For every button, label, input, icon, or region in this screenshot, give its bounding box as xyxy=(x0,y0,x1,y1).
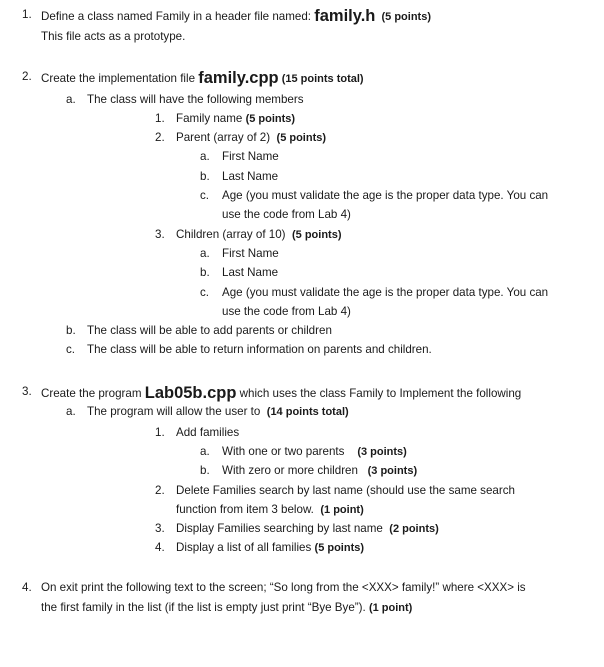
list-marker: 3. xyxy=(22,385,32,398)
points-label: (3 points) xyxy=(357,446,407,458)
list-marker: 2. xyxy=(155,484,165,497)
points-label: (5 points) xyxy=(314,542,365,554)
list-item-text xyxy=(41,69,364,87)
text-segment: Create the program xyxy=(41,387,145,400)
text-segment: Create the implementation file xyxy=(41,72,199,85)
list-marker: c. xyxy=(66,343,76,356)
list-marker: 1. xyxy=(155,426,165,439)
text-segment: which uses the class Family to Implement the following xyxy=(236,387,522,400)
list-item-text xyxy=(222,188,548,204)
list-item-text xyxy=(176,502,364,518)
list-marker: a. xyxy=(66,405,76,418)
list-marker: 3. xyxy=(155,228,165,241)
list-item-text xyxy=(176,521,439,537)
list-item-text xyxy=(222,304,351,320)
points-label: (14 points total) xyxy=(266,406,349,418)
text-segment: Delete Families search by last name (should use the same search xyxy=(176,484,515,497)
list-item-text xyxy=(41,7,431,25)
list-item-text xyxy=(176,425,239,441)
text-segment: the first family in the list (if the list is empty just print “Bye Bye”). xyxy=(41,601,369,614)
list-item-text xyxy=(222,246,279,262)
points-label: (3 points) xyxy=(367,465,418,477)
text-segment: Add families xyxy=(176,426,240,439)
text-segment: The program will allow the user to xyxy=(87,405,267,418)
text-segment: Children (array of 10) xyxy=(176,228,292,241)
list-marker: b. xyxy=(200,266,210,279)
points-label: (5 points) xyxy=(291,229,342,241)
text-segment: The class will be able to add parents or children xyxy=(87,324,332,337)
text-segment: function from item 3 below. xyxy=(176,503,321,516)
points-label: (5 points) xyxy=(245,113,296,125)
text-segment: use the code from Lab 4) xyxy=(222,305,351,318)
text-segment: Age (you must validate the age is the proper data type. You can xyxy=(222,189,549,202)
text-segment: First Name xyxy=(222,247,279,260)
text-segment: Display Families searching by last name xyxy=(176,522,390,535)
points-label: (1 point) xyxy=(368,602,413,614)
points-label: (5 points) xyxy=(375,11,431,23)
text-segment: First Name xyxy=(222,150,279,163)
list-marker: 2. xyxy=(155,131,165,144)
filename: family.h xyxy=(314,7,376,25)
list-item-text xyxy=(87,404,349,420)
list-item-text xyxy=(176,111,295,127)
text-segment: The class will be able to return information on parents and children. xyxy=(87,343,432,356)
text-segment: Display a list of all families xyxy=(176,541,315,554)
points-label: (2 points) xyxy=(389,523,439,535)
list-item-text xyxy=(41,580,526,596)
list-marker: b. xyxy=(66,324,76,337)
list-item-text xyxy=(41,384,521,402)
list-marker: a. xyxy=(66,93,76,106)
text-segment: use the code from Lab 4) xyxy=(222,208,351,221)
list-item-text xyxy=(222,444,407,460)
text-segment: The class will have the following members xyxy=(87,93,304,106)
list-marker: b. xyxy=(200,170,210,183)
list-item-text xyxy=(41,29,185,45)
text-segment: With zero or more children xyxy=(222,464,368,477)
list-item-text xyxy=(176,483,515,499)
text-segment: Last Name xyxy=(222,170,279,183)
list-marker: c. xyxy=(200,189,210,202)
list-marker: 4. xyxy=(155,541,165,554)
text-segment: On exit print the following text to the screen; “So long from the <XXX> family!” where <XXX> is xyxy=(41,581,526,594)
list-marker: 2. xyxy=(22,70,32,83)
text-segment: Last Name xyxy=(222,266,279,279)
text-segment: Age (you must validate the age is the proper data type. You can xyxy=(222,286,549,299)
points-label: (1 point) xyxy=(320,504,364,516)
list-item-text xyxy=(222,207,351,223)
list-item-text xyxy=(222,463,417,479)
text-segment: Parent (array of 2) xyxy=(176,131,277,144)
list-item-text xyxy=(87,323,332,339)
list-item-text xyxy=(222,265,278,281)
text-segment: Define a class named Family in a header file named: xyxy=(41,10,315,23)
list-item-text xyxy=(222,169,278,185)
filename: Lab05b.cpp xyxy=(144,384,237,402)
list-item-text xyxy=(222,285,548,301)
text-segment: This file acts as a prototype. xyxy=(41,30,186,43)
list-item-text xyxy=(41,600,412,616)
list-item-text xyxy=(176,227,341,243)
list-item-text xyxy=(222,149,279,165)
list-marker: 4. xyxy=(22,581,32,594)
list-marker: a. xyxy=(200,445,210,458)
list-marker: a. xyxy=(200,150,210,163)
list-marker: a. xyxy=(200,247,210,260)
list-marker: c. xyxy=(200,286,210,299)
text-segment: Family name xyxy=(176,112,246,125)
list-marker: b. xyxy=(200,464,210,477)
text-segment: With one or two parents xyxy=(222,445,358,458)
list-marker: 1. xyxy=(155,112,165,125)
list-marker: 3. xyxy=(155,522,165,535)
list-item-text xyxy=(87,92,304,108)
points-label: (5 points) xyxy=(276,132,327,144)
points-label: (15 points total) xyxy=(278,73,364,85)
filename: family.cpp xyxy=(198,69,279,87)
list-item-text xyxy=(176,540,364,556)
list-marker: 1. xyxy=(22,8,32,21)
list-item-text xyxy=(176,130,326,146)
list-item-text xyxy=(87,342,432,358)
